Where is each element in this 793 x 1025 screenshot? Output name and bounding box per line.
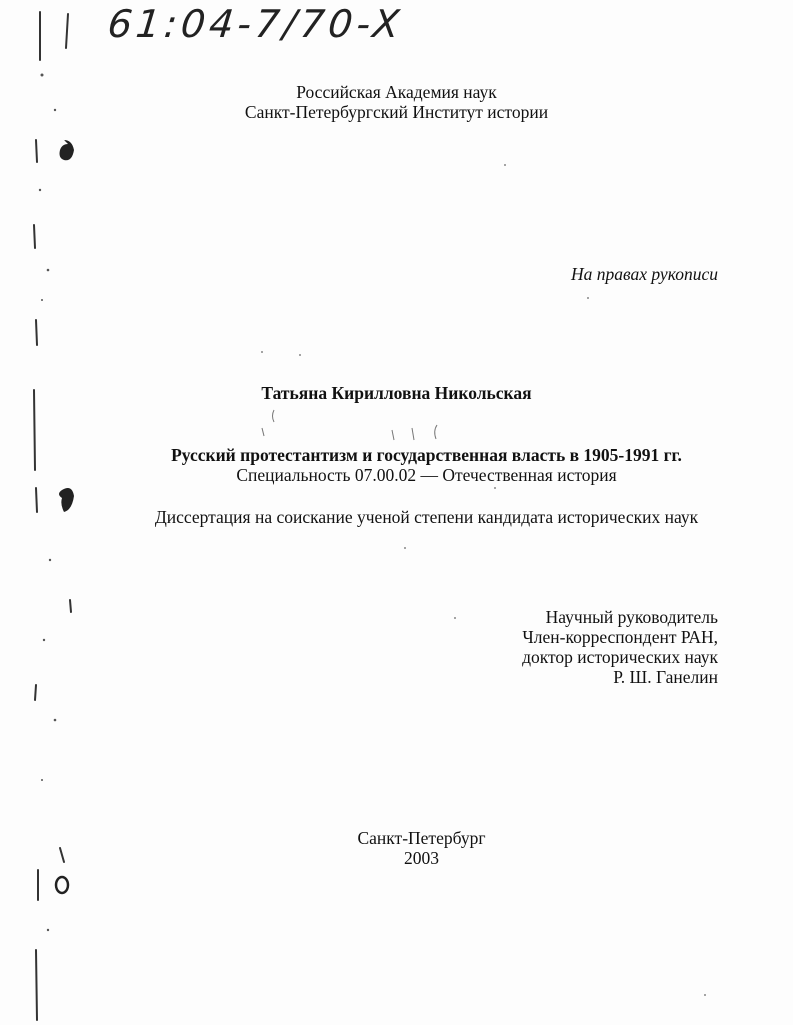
thesis-title: Русский протестантизм и государственная власть в 1905-1991 гг. [171, 445, 682, 465]
supervisor-title-2: доктор исторических наук [522, 647, 718, 667]
academy-name: Российская Академия наук [296, 82, 497, 102]
year: 2003 [404, 848, 439, 868]
supervisor-title-1: Член-корреспондент РАН, [522, 627, 718, 647]
archive-handwritten-number: 61:04-7/70-X [105, 2, 406, 46]
thesis-specialty: Специальность 07.00.02 — Отечественная история [236, 465, 617, 485]
city: Санкт-Петербург [357, 828, 486, 848]
supervisor-role: Научный руководитель [545, 607, 718, 627]
manuscript-note: На правах рукописи [571, 264, 718, 284]
author-name: Татьяна Кирилловна Никольская [261, 383, 532, 403]
institute-name: Санкт-Петербургский Институт истории [244, 102, 549, 122]
supervisor-name: Р. Ш. Ганелин [613, 667, 718, 687]
thesis-degree: Диссертация на соискание ученой степени кандидата исторических наук [154, 507, 699, 527]
